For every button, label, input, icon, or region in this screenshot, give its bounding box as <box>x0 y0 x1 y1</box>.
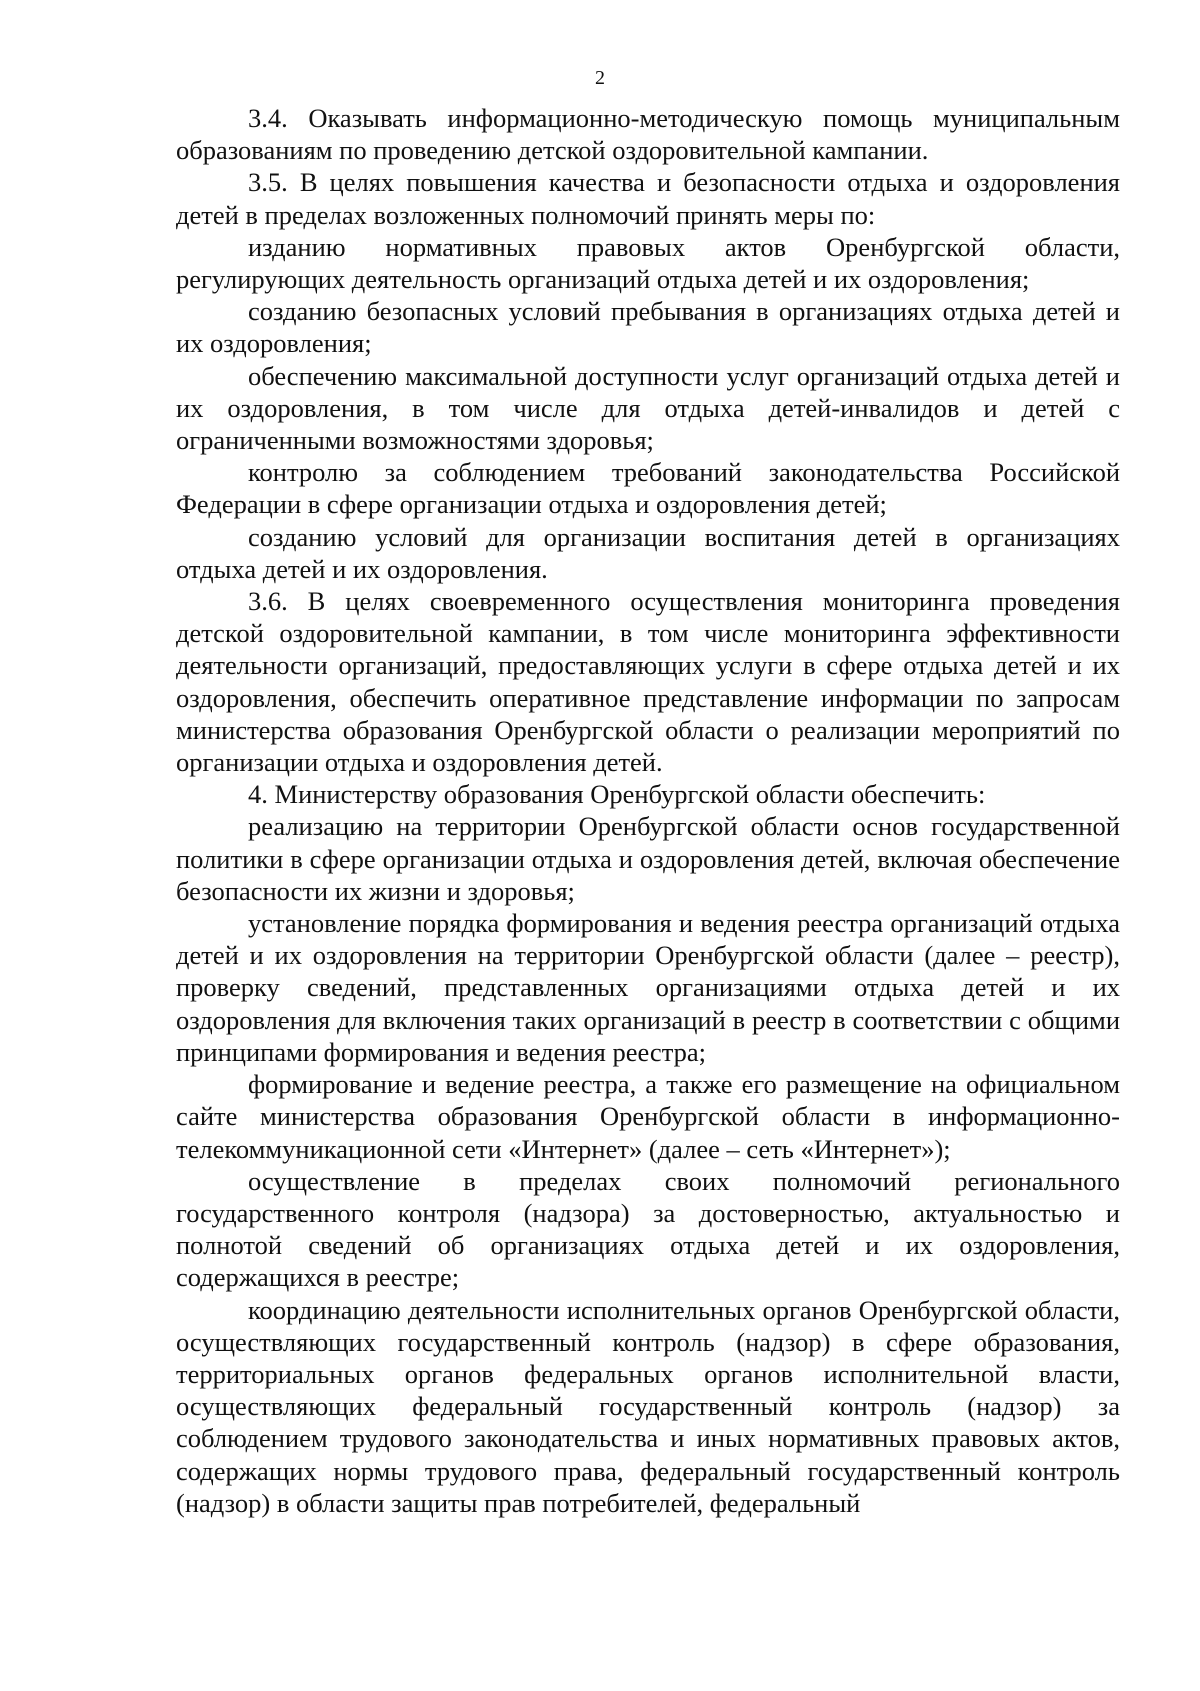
paragraph-4-item-registry-procedure: установление порядка формирования и ведения реестра организаций отдыха детей и их оздоровления на территории Оренбургской области (далее – реестр), проверку сведений, представленных организациями отдыха детей и их оздоровления для включения таких организаций в реестр в соответствии с общими принципами формирования и ведения реестра; <box>176 908 1120 1067</box>
paragraph-3-5-item-accessibility: обеспечению максимальной доступности услуг организаций отдыха детей и их оздоровления, в том числе для отдыха детей-инвалидов и детей с ограниченными возможностями здоровья; <box>176 360 1120 456</box>
page-number: 2 <box>595 67 605 89</box>
paragraph-3-4: 3.4. Оказывать информационно-методическую помощь муниципальным образованиям по проведению детской оздоровительной кампании. <box>176 103 1120 166</box>
paragraph-3-5-item-control: контролю за соблюдением требований законодательства Российской Федерации в сфере организации отдыха и оздоровления детей; <box>176 457 1120 520</box>
document-body <box>176 102 1120 1519</box>
paragraph-4-item-regional-control: осуществление в пределах своих полномочий регионального государственного контроля (надзора) за достоверностью, актуальностью и полнотой сведений об организациях отдыха детей и их оздоровления, содержащихся в реестре; <box>176 1165 1120 1293</box>
paragraph-4-item-state-policy: реализацию на территории Оренбургской области основ государственной политики в сфере организации отдыха и оздоровления детей, включая обеспечение безопасности их жизни и здоровья; <box>176 811 1120 906</box>
paragraph-3-5-item-safe-conditions: созданию безопасных условий пребывания в организациях отдыха детей и их оздоровления; <box>176 296 1120 359</box>
paragraph-4-item-registry-publication: формирование и ведение реестра, а также его размещение на официальном сайте министерства образования Оренбургской области в информационно-телекоммуникационной сети «Интернет» (далее – сеть «Интернет»); <box>176 1069 1120 1164</box>
paragraph-3-5-item-legal-acts: изданию нормативных правовых актов Оренбургской области, регулирующих деятельность организаций отдыха детей и их оздоровления; <box>176 231 1120 295</box>
paragraph-3-5: 3.5. В целях повышения качества и безопасности отдыха и оздоровления детей в пределах возложенных полномочий принять меры по: <box>176 167 1120 230</box>
paragraph-4: 4. Министерству образования Оренбургской области обеспечить: <box>248 779 986 810</box>
paragraph-3-5-item-upbringing: созданию условий для организации воспитания детей в организациях отдыха детей и их оздоровления. <box>176 521 1120 584</box>
paragraph-4-item-coordination: координацию деятельности исполнительных органов Оренбургской области, осуществляющих государственный контроль (надзор) в сфере образования, территориальных органов федеральных органов исполнительной власти, осуществляющих федеральный государственный контроль (надзор) за соблюдением трудового законодательства и иных нормативных правовых актов, содержащих нормы трудового права, федеральный государственный контроль (надзор) в области защиты прав потребителей, федеральный <box>176 1294 1120 1518</box>
paragraph-3-6: 3.6. В целях своевременного осуществления мониторинга проведения детской оздоровительной кампании, в том числе мониторинга эффективности деятельности организаций, предоставляющих услуги в сфере отдыха детей и их оздоровления, обеспечить оперативное представление информации по запросам министерства образования Оренбургской области о реализации мероприятий по организации отдыха и оздоровления детей. <box>176 586 1120 778</box>
